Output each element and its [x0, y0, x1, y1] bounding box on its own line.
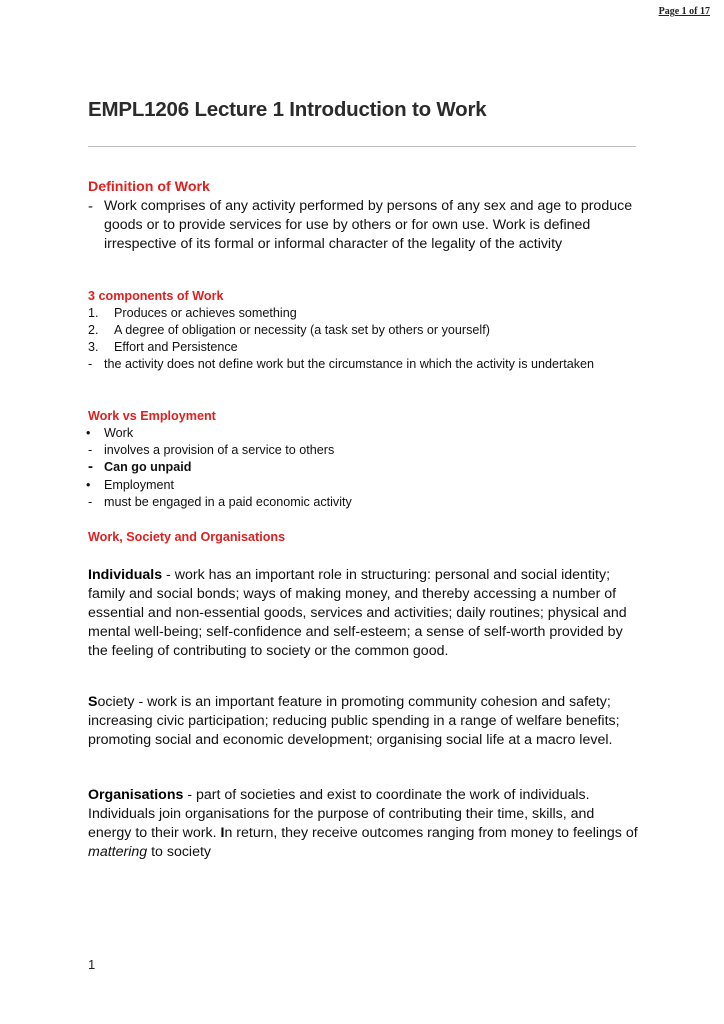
bullet-marker: • [86, 478, 91, 492]
components-item-2 [88, 322, 650, 339]
definition-item [88, 197, 640, 254]
organisations-text-after: to society [147, 844, 212, 860]
components-item-text: Produces or achieves something [114, 306, 297, 320]
definition-text: Work comprises of any activity performed by persons of any sex and age to produce goods or to provide services for use by others or for own use. Work is defined irrespective of its formal or informal character of the legality of the activity [104, 198, 633, 252]
bullet-work [88, 425, 133, 442]
components-heading: 3 components of Work [88, 289, 224, 303]
detail-text: Can go unpaid [104, 460, 192, 474]
detail-text: involves a provision of a service to others [104, 443, 335, 457]
organisations-paragraph [88, 786, 640, 862]
page-number: 1 [88, 957, 96, 972]
dash-marker: - [88, 198, 93, 215]
organisations-bold-letter: I [220, 825, 225, 841]
work-detail-unpaid [88, 459, 191, 476]
number-marker: 1. [88, 306, 99, 320]
number-marker: 2. [88, 323, 99, 337]
organisations-text-middle: n return, they receive outcomes ranging from money to feelings of [224, 825, 638, 841]
employment-detail [88, 494, 352, 511]
work-detail-service [88, 442, 334, 459]
bullet-employment [88, 477, 174, 494]
individuals-text: - work has an important role in structuring: personal and social identity; family and social bonds; ways of making money, and thereby accessing a number of essential and non-essential goods, services and activities; daily routines; physical and mental well-being; self-confidence and self-esteem; a sense of self-worth provided by the feeling of contributing to society or the common good. [88, 567, 627, 659]
individuals-paragraph [88, 566, 640, 661]
components-note [88, 356, 624, 373]
detail-text: must be engaged in a paid economic activity [104, 495, 352, 509]
mattering-emphasis: mattering [88, 844, 148, 860]
number-marker: 3. [88, 340, 99, 354]
organisations-text-before: - part of societies and exist to coordinate the work of individuals. Individuals join organisations for the purpose of contributing their time, skills, and energy to their work. [88, 787, 595, 841]
work-society-heading: Work, Society and Organisations [88, 530, 286, 544]
components-item-1 [88, 305, 650, 322]
society-term-rest: ociety [97, 694, 135, 710]
definition-heading: Definition of Work [88, 179, 210, 195]
work-vs-employment-heading: Work vs Employment [88, 409, 216, 423]
bullet-text: Work [104, 426, 134, 440]
society-text: - work is an important feature in promoting community cohesion and safety; increasing civic participation; reducing public spending in a range of welfare benefits; promoting social and economic development; organising social life at a macro level. [88, 694, 620, 748]
dash-marker: - [88, 495, 93, 509]
dash-marker: - [88, 357, 93, 371]
document-title: EMPL1206 Lecture 1 Introduction to Work [88, 98, 487, 121]
dash-marker: - [88, 458, 93, 475]
title-divider [88, 146, 636, 147]
components-note-text: the activity does not define work but the circumstance in which the activity is undertaken [104, 357, 595, 371]
society-paragraph [88, 693, 640, 750]
dash-marker: - [88, 443, 93, 457]
organisations-term: Organisations [88, 787, 184, 803]
components-item-text: Effort and Persistence [114, 340, 238, 354]
components-item-3 [88, 339, 650, 356]
society-term-initial: S [88, 694, 98, 710]
page-counter: Page 1 of 17 [658, 6, 710, 17]
bullet-text: Employment [104, 478, 174, 492]
components-item-text: A degree of obligation or necessity (a task set by others or yourself) [114, 323, 490, 337]
individuals-term: Individuals [88, 567, 163, 583]
bullet-marker: • [86, 426, 91, 440]
